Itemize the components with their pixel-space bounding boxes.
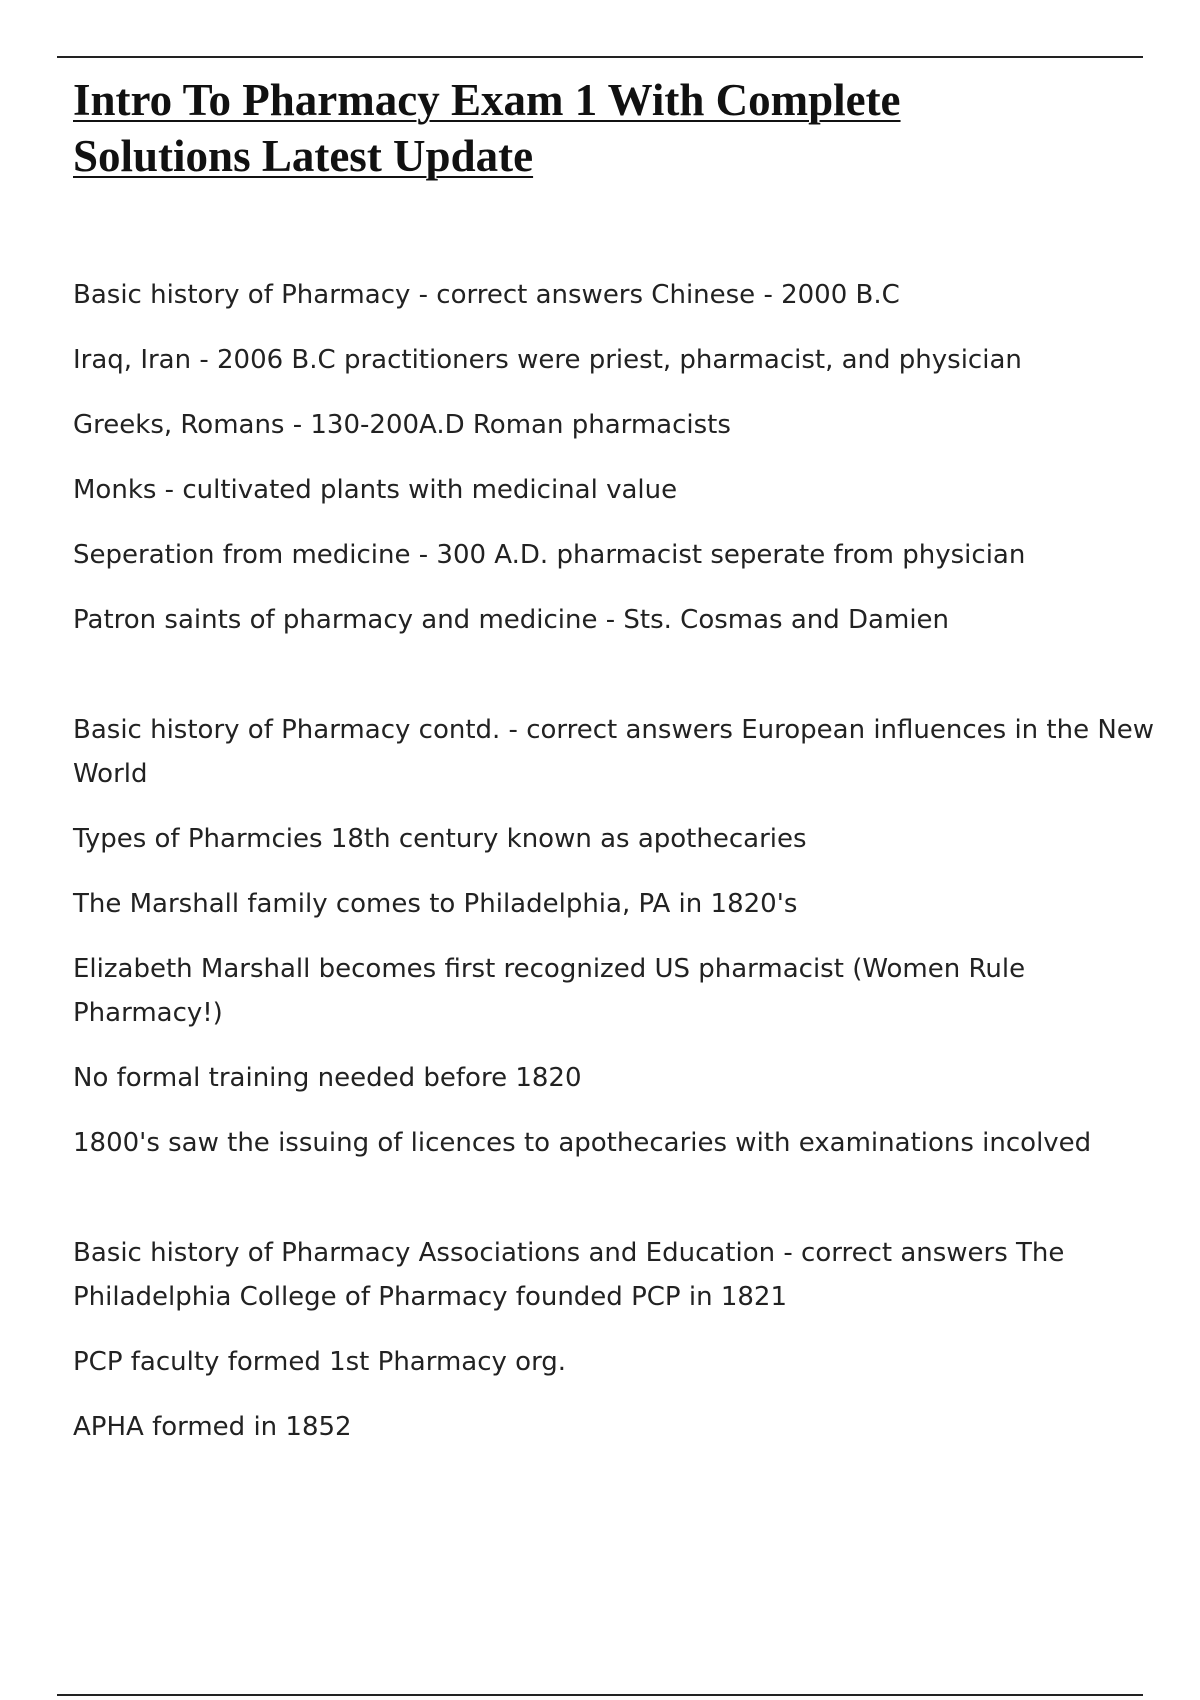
text-line: Types of Pharmcies 18th century known as apothecaries [73,824,807,854]
text-line: Basic history of Pharmacy Associations and Education - correct answers The Philadelphia College of Pharmacy founded PCP in 1821 [73,1238,1065,1312]
top-divider [57,56,1143,58]
text-line: The Marshall family comes to Philadelphia, PA in 1820's [73,889,798,919]
text-line: Elizabeth Marshall becomes first recognized US pharmacist (Women Rule Pharmacy!) [73,954,1026,1028]
qa-section [73,273,1163,642]
text-line: No formal training needed before 1820 [73,1063,582,1093]
text-line: Seperation from medicine - 300 A.D. pharmacist seperate from physician [73,540,1026,570]
text-line: Basic history of Pharmacy - correct answers Chinese - 2000 B.C [73,280,900,310]
text-line: APHA formed in 1852 [73,1412,352,1442]
title-line: Intro To Pharmacy Exam 1 With Complete [73,75,901,125]
text-line: Basic history of Pharmacy contd. - correct answers European influences in the New World [73,715,1155,789]
text-line: PCP faculty formed 1st Pharmacy org. [73,1347,567,1377]
text-line: 1800's saw the issuing of licences to apothecaries with examinations incolved [73,1128,1092,1158]
text-line: Patron saints of pharmacy and medicine - Sts. Cosmas and Damien [73,605,950,635]
document-title [73,72,1133,184]
title-line: Solutions Latest Update [73,131,534,181]
text-line: Iraq, Iran - 2006 B.C practitioners were priest, pharmacist, and physician [73,345,1022,375]
bottom-divider [57,1694,1143,1696]
text-line: Monks - cultivated plants with medicinal value [73,475,678,505]
text-line: Greeks, Romans - 130-200A.D Roman pharmacists [73,410,731,440]
qa-section [73,1231,1163,1449]
qa-section [73,708,1163,1165]
document-body [73,273,1163,1449]
